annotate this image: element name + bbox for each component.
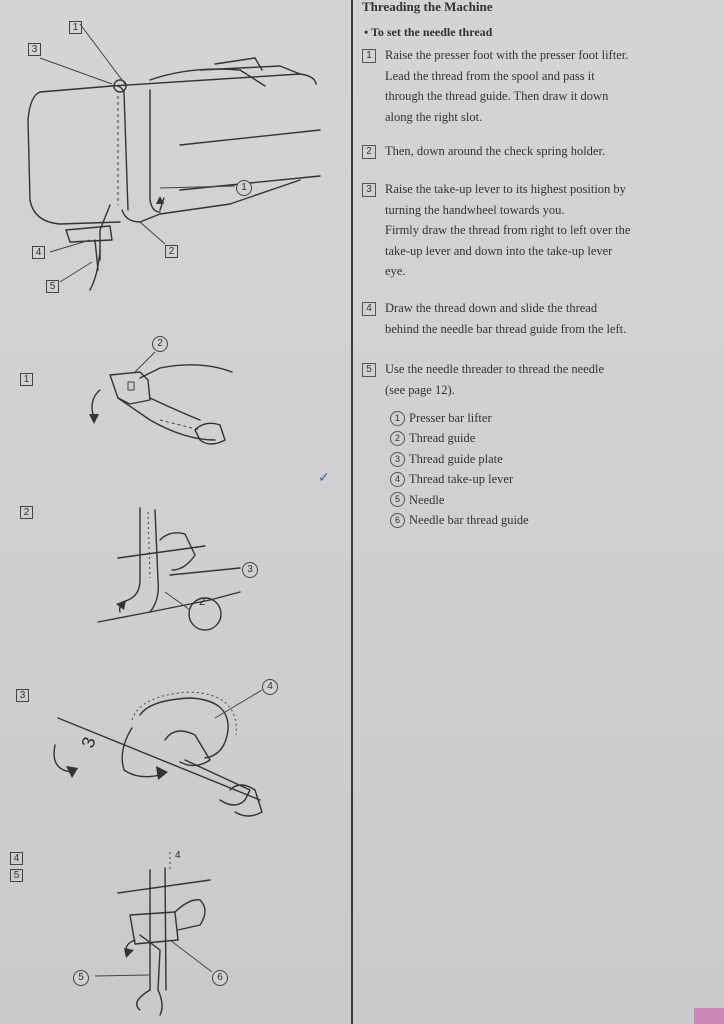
main-label-2: 2 xyxy=(165,245,178,258)
legend-number: 1 xyxy=(390,411,405,426)
legend-item xyxy=(390,449,529,469)
legend-label: Needle bar thread guide xyxy=(409,513,529,528)
legend-number: 3 xyxy=(390,452,405,467)
figure-3-drawing xyxy=(54,690,262,816)
step-text: Draw the thread down and slide the thread behind the needle bar thread guide from the left. xyxy=(385,301,627,336)
legend-item xyxy=(390,490,529,510)
legend-label: Thread take-up lever xyxy=(409,472,514,487)
legend-item xyxy=(390,510,529,530)
fig45-step-label-a: 4 xyxy=(10,852,23,865)
figure-1-drawing xyxy=(89,352,232,444)
fig3-step-label: 3 xyxy=(16,689,29,702)
legend-number: 4 xyxy=(390,472,405,487)
legend-item xyxy=(390,408,529,428)
step-number: 5 xyxy=(362,363,376,377)
step-text: Use the needle threader to thread the needle (see page 12). xyxy=(385,362,604,397)
main-label-top: 1 xyxy=(69,21,82,34)
step-number: 1 xyxy=(362,49,376,63)
step-text: Raise the presser foot with the presser foot lifter. Lead the thread from the spool and pass it through the thread guide. Then draw it down along the right slot. xyxy=(385,48,629,124)
fig2-circle: 3 xyxy=(242,562,258,578)
legend-label: Presser bar lifter xyxy=(409,411,492,425)
step-4 xyxy=(362,298,712,339)
fig2-step-label: 2 xyxy=(20,506,33,519)
step-text: Then, down around the check spring holder. xyxy=(385,144,606,158)
background-edge xyxy=(694,1008,724,1024)
legend-label: Needle xyxy=(409,492,445,507)
fig2-dial-label: 2 xyxy=(199,596,206,608)
step-text: Raise the take-up lever to its highest position by turning the handwheel towards you. Firmly draw the thread from right to left over the take-up lever and down into the take-up lever eye. xyxy=(385,182,631,278)
fig45-circle-guide: 6 xyxy=(212,970,228,986)
legend-number: 2 xyxy=(390,431,405,446)
legend-number: 6 xyxy=(390,513,405,528)
main-label-5: 5 xyxy=(46,280,59,293)
legend-label: Thread guide plate xyxy=(409,451,503,466)
step-3 xyxy=(362,179,712,282)
step-5 xyxy=(362,359,712,400)
step-number: 3 xyxy=(362,183,376,197)
main-label-4: 4 xyxy=(32,246,45,259)
fig3-circle: 4 xyxy=(262,679,278,695)
fig3-arrow-label: 3 xyxy=(77,734,100,751)
main-circle-1: 1 xyxy=(236,180,252,196)
step-2 xyxy=(362,141,712,162)
page-title: Threading the Machine xyxy=(362,0,493,14)
figure-2-drawing xyxy=(98,508,240,630)
step-1 xyxy=(362,45,712,127)
step-number: 4 xyxy=(362,302,376,316)
legend-number: 5 xyxy=(390,492,405,507)
figure-4-5-drawing xyxy=(95,852,212,1015)
legend-item xyxy=(390,428,529,448)
step-number: 2 xyxy=(362,145,376,159)
fig45-circle-needle: 5 xyxy=(73,970,89,986)
check-mark: ✓ xyxy=(318,471,330,486)
legend-item xyxy=(390,469,529,489)
main-label-left: 3 xyxy=(28,43,41,56)
illustrations xyxy=(0,0,352,1024)
fig45-step-label-b: 5 xyxy=(10,869,23,882)
section-subtitle: • To set the needle thread xyxy=(364,25,493,39)
fig45-mark: 4 xyxy=(175,850,181,861)
legend-label: Thread guide xyxy=(409,431,476,446)
fig1-circle: 2 xyxy=(152,336,168,352)
parts-legend xyxy=(390,408,529,530)
fig1-step-label: 1 xyxy=(20,373,33,386)
